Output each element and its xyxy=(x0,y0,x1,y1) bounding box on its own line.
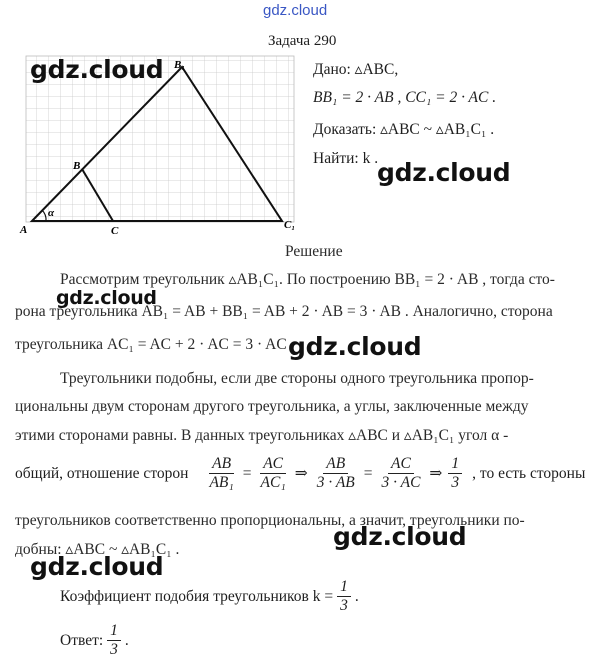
coefficient-line: Коэффициент подобия треугольников k = $\frac{1}{3}$ . xyxy=(60,578,359,614)
watermark: gdz.cloud xyxy=(30,55,164,84)
prove-line: Доказать: ▵ABC ~ ▵AB₁C₁ . xyxy=(313,121,495,138)
answer-line: Ответ: $\frac{1}{3}$ . xyxy=(60,622,129,658)
label-b: B xyxy=(73,160,81,172)
answer-label: Ответ: xyxy=(60,631,104,649)
fraction-denominator: AB₁ xyxy=(209,474,234,491)
para3-line-2: добны: ▵ABC ~ ▵AB₁C₁ . xyxy=(15,541,180,558)
given-line-2: BB₁ = 2 · AB , CC₁ = 2 · AC . xyxy=(313,89,497,106)
para2-line-1: Треугольники подобны, если две стороны одного треугольника пропор- xyxy=(60,370,534,387)
label-c: C xyxy=(111,225,119,237)
fraction-ac-ac1 xyxy=(258,455,289,492)
coefficient-text: Коэффициент подобия треугольников k = xyxy=(60,587,334,605)
coefficient-fraction xyxy=(337,578,351,615)
fraction-numerator: 1 xyxy=(107,622,121,641)
fraction-ab-3ab xyxy=(314,455,358,492)
fraction-denominator: 3 · AC xyxy=(381,474,421,491)
para1-line-3: треугольника AC₁ = AC + 2 · AC = 3 · AC . xyxy=(15,336,295,353)
ratio-prefix: общий, отношение сторон xyxy=(15,464,189,482)
answer-fraction xyxy=(107,622,121,659)
para2-line-3: этими сторонами равны. В данных треугольниках ▵ABC и ▵AB₁C₁ угол α - xyxy=(15,427,509,444)
fraction-numerator: 1 xyxy=(448,455,462,474)
label-a: A xyxy=(20,224,28,236)
label-alpha: α xyxy=(48,207,55,219)
fraction-denominator: 3 xyxy=(340,597,348,614)
fraction-numerator: AB xyxy=(323,455,348,474)
label-b1: B₁ xyxy=(174,59,186,71)
para1-line-1: Рассмотрим треугольник ▵AB₁C₁. По построению BB₁ = 2 · AB , тогда сто- xyxy=(60,271,555,288)
fraction-numerator: 1 xyxy=(337,578,351,597)
watermark-top: gdz.cloud xyxy=(263,2,328,19)
fraction-one-third xyxy=(448,455,462,492)
watermark: gdz.cloud xyxy=(333,522,467,551)
given-line-1: Дано: ▵ABC, xyxy=(313,61,399,78)
fraction-ab-ab1 xyxy=(206,455,236,492)
find-line: Найти: k . xyxy=(313,150,379,167)
problem-title: Задача 290 xyxy=(268,33,337,49)
para2-line-2: циональны двум сторонам другого треугольника, а углы, заключенные между xyxy=(15,398,529,415)
solution-heading: Решение xyxy=(285,243,343,260)
fraction-numerator: AC xyxy=(260,455,286,474)
fraction-numerator: AB xyxy=(209,455,234,474)
para3-line-1: треугольников соответственно пропорциональны, а значит, треугольники по- xyxy=(15,512,525,529)
ratio-line: общий, отношение сторон $\frac{AB}{\text{AB₁}}$ = $\frac{AC}{\text{AC₁}}$ ⇒ $\frac{AB}{3 \cdot AB}$ = $\frac{AC}{3 \cdot AC}$ ⇒ $\frac{1}{3}$ , то есть стороны xyxy=(15,455,586,491)
label-c1: C₁ xyxy=(284,219,296,231)
fraction-denominator: 3 xyxy=(451,474,460,491)
fraction-denominator: AC₁ xyxy=(260,474,286,491)
watermark: gdz.cloud xyxy=(30,552,164,581)
fraction-denominator: 3 xyxy=(110,641,118,658)
fraction-denominator: 3 · AB xyxy=(316,474,355,491)
fraction-ac-3ac xyxy=(379,455,424,492)
ratio-suffix: , то есть стороны xyxy=(472,464,586,482)
fraction-numerator: AC xyxy=(388,455,414,474)
watermark: gdz.cloud xyxy=(56,287,157,309)
watermark: gdz.cloud xyxy=(377,158,511,187)
para1-line-2: рона треугольника AB₁ = AB + BB₁ = AB + 2 · AB = 3 · AB . Аналогично, сторона xyxy=(15,303,553,320)
watermark: gdz.cloud xyxy=(288,332,422,361)
